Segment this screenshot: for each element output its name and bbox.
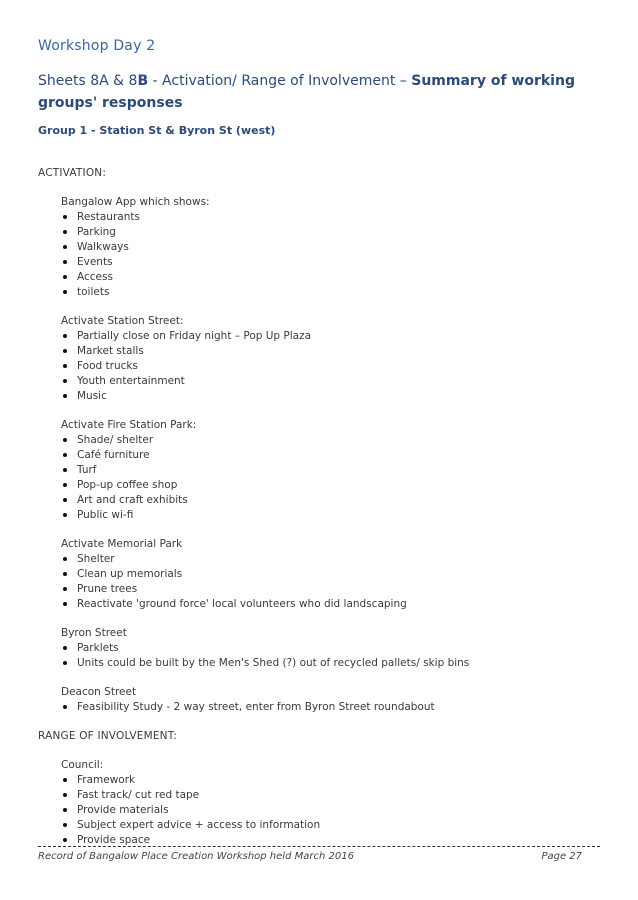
footer-record-text: Record of Bangalow Place Creation Workshop held March 2016 [38,851,354,862]
bullet-icon [63,245,67,249]
bullet-text: Youth entertainment [77,375,185,387]
bullet-icon [63,498,67,502]
bullet-item [61,803,598,818]
bullet-text: Framework [77,774,136,786]
bullet-item [61,255,598,270]
involvement-sections [38,758,598,848]
subsection-title: Byron Street [61,627,127,639]
bullet-text: Food trucks [77,360,138,372]
sheet-title-part2: - Activation/ Range of Involvement – [148,73,412,89]
bullet-icon [63,379,67,383]
subsection [38,537,598,612]
bullet-item [61,597,598,612]
bullet-icon [63,453,67,457]
bullet-item [61,359,598,374]
bullet-icon [63,705,67,709]
bullet-icon [63,290,67,294]
subsection [38,314,598,404]
document-content [38,166,598,862]
subsection-title: Bangalow App which shows: [61,196,210,208]
bullet-list [61,641,598,671]
subsection [38,195,598,300]
bullet-text: Provide materials [77,804,169,816]
subsection-title: Deacon Street [61,686,137,698]
bullet-item [61,374,598,389]
bullet-list [61,329,598,404]
bullet-list [61,210,598,300]
bullet-icon [63,438,67,442]
bullet-icon [63,260,67,264]
sheet-title [38,70,598,114]
bullet-item [61,463,598,478]
activation-heading: ACTIVATION: [38,167,107,179]
bullet-item [61,225,598,240]
bullet-text: toilets [77,286,110,298]
bullet-text: Market stalls [77,345,144,357]
bullet-icon [63,646,67,650]
bullet-icon [63,483,67,487]
subsection-title: Activate Station Street: [61,315,184,327]
subsection-title: Activate Memorial Park [61,538,183,550]
bullet-item [61,567,598,582]
bullet-icon [63,230,67,234]
bullet-icon [63,275,67,279]
bullet-text: Access [77,271,113,283]
document-header-title: Workshop Day 2 [38,38,156,54]
bullet-text: Shade/ shelter [77,434,154,446]
bullet-text: Parking [77,226,116,238]
bullet-text: Subject expert advice + access to information [77,819,321,831]
bullet-icon [63,513,67,517]
bullet-text: Fast track/ cut red tape [77,789,200,801]
sheet-title-bold-b: B [137,73,149,89]
bullet-item [61,508,598,523]
bullet-item [61,582,598,597]
bullet-item [61,329,598,344]
bullet-icon [63,349,67,353]
bullet-icon [63,838,67,842]
bullet-text: Parklets [77,642,119,654]
bullet-text: Turf [77,464,97,476]
bullet-icon [63,215,67,219]
bullet-text: Public wi-fi [77,509,134,521]
bullet-item [61,240,598,255]
bullet-text: Provide space [77,834,151,846]
bullet-icon [63,778,67,782]
bullet-text: Walkways [77,241,129,253]
bullet-text: Restaurants [77,211,140,223]
bullet-item [61,818,598,833]
sheet-title-part1: Sheets 8A & 8 [38,73,138,89]
bullet-icon [63,557,67,561]
bullet-item [61,641,598,656]
bullet-icon [63,334,67,338]
bullet-icon [63,572,67,576]
bullet-icon [63,793,67,797]
activation-sections [38,195,598,715]
footer-divider [38,846,600,847]
bullet-item [61,344,598,359]
bullet-icon [63,808,67,812]
page-number: Page 27 [541,851,582,862]
bullet-icon [63,661,67,665]
bullet-list [61,433,598,523]
bullet-text: Shelter [77,553,115,565]
bullet-item [61,389,598,404]
bullet-text: Music [77,390,107,402]
bullet-item [61,493,598,508]
bullet-item [61,552,598,567]
subsection-title: Activate Fire Station Park: [61,419,197,431]
bullet-item [61,433,598,448]
subsection [38,685,598,715]
subsection [38,626,598,671]
bullet-icon [63,823,67,827]
bullet-list [61,773,598,848]
bullet-item [61,285,598,300]
bullet-text: Feasibility Study - 2 way street, enter from Byron Street roundabout [77,701,435,713]
bullet-item [61,478,598,493]
bullet-text: Prune trees [77,583,138,595]
bullet-text: Partially close on Friday night – Pop Up Plaza [77,330,312,342]
bullet-text: Café furniture [77,449,150,461]
bullet-icon [63,364,67,368]
subsection-title: Council: [61,759,104,771]
subsection [38,758,598,848]
bullet-text: Clean up memorials [77,568,183,580]
bullet-list [61,552,598,612]
bullet-icon [63,394,67,398]
bullet-item [61,210,598,225]
bullet-item [61,448,598,463]
bullet-item [61,788,598,803]
bullet-icon [63,587,67,591]
bullet-item [61,656,598,671]
bullet-item [61,270,598,285]
bullet-item [61,773,598,788]
involvement-heading: RANGE OF INVOLVEMENT: [38,730,177,742]
bullet-text: Art and craft exhibits [77,494,188,506]
bullet-icon [63,602,67,606]
subsection [38,418,598,523]
bullet-text: Events [77,256,113,268]
bullet-text: Reactivate 'ground force' local volunteers who did landscaping [77,598,407,610]
bullet-text: Units could be built by the Men's Shed (?) out of recycled pallets/ skip bins [77,657,470,669]
group-title: Group 1 - Station St & Byron St (west) [38,124,276,137]
bullet-icon [63,468,67,472]
sheet-title-bold: Summary of working groups' responses [38,73,575,111]
bullet-list [61,700,598,715]
bullet-item [61,700,598,715]
bullet-text: Pop-up coffee shop [77,479,178,491]
